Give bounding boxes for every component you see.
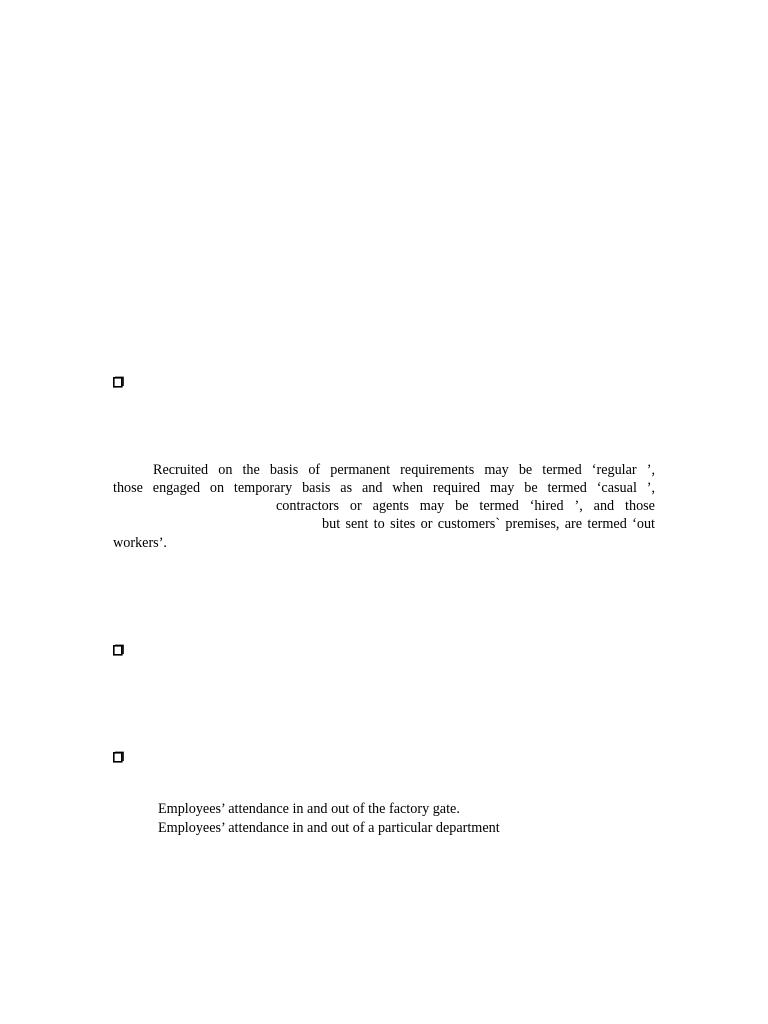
square-bullet-icon [113, 750, 124, 763]
paragraph-line: Recruited on the basis of permanent requirements may be termed ‘regular ’, [153, 462, 655, 478]
list-item: Employees’ attendance in and out of the factory gate. [158, 801, 460, 817]
square-bullet-icon [113, 643, 124, 656]
paragraph-line: workers’. [113, 535, 167, 551]
paragraph-line: but sent to sites or customers` premises, are termed ‘out [322, 516, 655, 532]
list-item: Employees’ attendance in and out of a particular department [158, 820, 500, 836]
paragraph-line: those engaged on temporary basis as and when required may be termed ‘casual ’, [113, 480, 655, 496]
paragraph-line: contractors or agents may be termed ‘hired ’, and those [276, 498, 655, 514]
square-bullet-icon [113, 375, 124, 388]
